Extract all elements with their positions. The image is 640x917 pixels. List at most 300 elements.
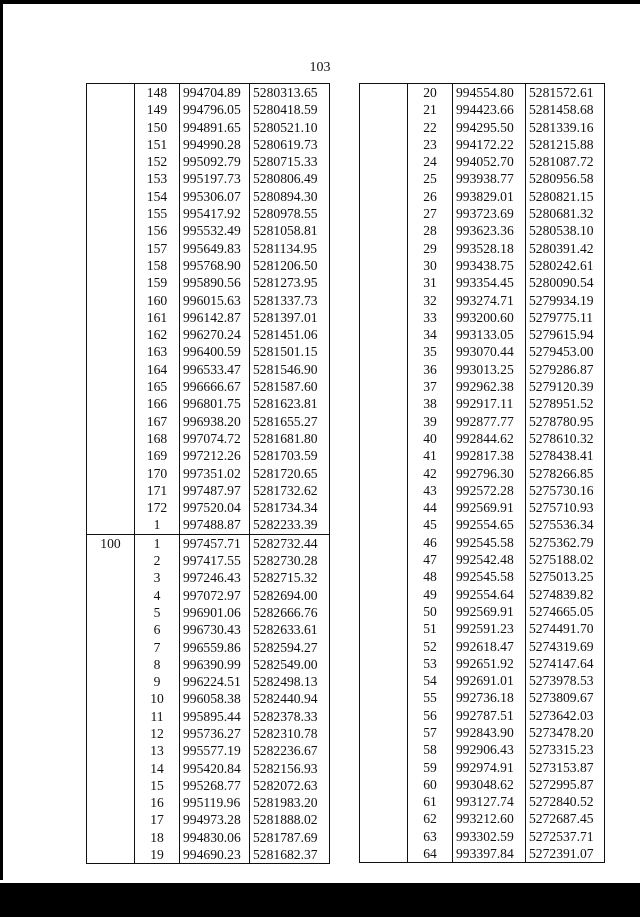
point-number-cell: 155 — [135, 205, 180, 222]
table-row — [360, 603, 605, 620]
point-number-cell: 167 — [135, 413, 180, 430]
zone-cell — [360, 707, 408, 724]
table-row — [360, 343, 605, 360]
x-coordinate-cell: 994295.50 — [453, 119, 526, 136]
y-coordinate-cell: 5281983.20 — [250, 794, 330, 811]
y-coordinate-cell: 5280090.54 — [526, 274, 605, 291]
y-coordinate-cell: 5275362.79 — [526, 534, 605, 551]
y-coordinate-cell: 5282440.94 — [250, 690, 330, 707]
y-coordinate-cell: 5279453.00 — [526, 343, 605, 360]
zone-cell — [360, 257, 408, 274]
zone-cell — [87, 673, 135, 690]
x-coordinate-cell: 995268.77 — [180, 777, 250, 794]
table-row — [360, 620, 605, 637]
table-row — [360, 413, 605, 430]
x-coordinate-cell: 996666.67 — [180, 378, 250, 395]
point-number-cell: 161 — [135, 309, 180, 326]
table-row — [87, 465, 330, 482]
x-coordinate-cell: 995119.96 — [180, 794, 250, 811]
x-coordinate-cell: 993723.69 — [453, 205, 526, 222]
x-coordinate-cell: 995890.56 — [180, 274, 250, 291]
zone-cell — [87, 413, 135, 430]
point-number-cell: 18 — [135, 829, 180, 846]
zone-cell — [360, 413, 408, 430]
y-coordinate-cell: 5281339.16 — [526, 119, 605, 136]
x-coordinate-cell: 995417.92 — [180, 205, 250, 222]
point-number-cell: 23 — [408, 136, 453, 153]
y-coordinate-cell: 5281215.88 — [526, 136, 605, 153]
y-coordinate-cell: 5274147.64 — [526, 655, 605, 672]
table-row — [87, 84, 330, 102]
page-number: 103 — [309, 60, 331, 75]
point-number-cell: 7 — [135, 639, 180, 656]
zone-cell — [360, 810, 408, 827]
y-coordinate-cell: 5274319.69 — [526, 638, 605, 655]
zone-cell — [87, 587, 135, 604]
table-row — [87, 516, 330, 534]
zone-cell: 100 — [87, 534, 135, 552]
y-coordinate-cell: 5279615.94 — [526, 326, 605, 343]
zone-cell — [360, 568, 408, 585]
x-coordinate-cell: 997520.04 — [180, 499, 250, 516]
x-coordinate-cell: 995895.44 — [180, 708, 250, 725]
zone-cell — [87, 552, 135, 569]
x-coordinate-cell: 993013.25 — [453, 361, 526, 378]
y-coordinate-cell: 5280538.10 — [526, 222, 605, 239]
table-row — [360, 326, 605, 343]
zone-cell — [87, 777, 135, 794]
y-coordinate-cell: 5273315.23 — [526, 741, 605, 758]
point-number-cell: 29 — [408, 240, 453, 257]
point-number-cell: 148 — [135, 84, 180, 102]
x-coordinate-cell: 992843.90 — [453, 724, 526, 741]
point-number-cell: 64 — [408, 845, 453, 863]
y-coordinate-cell: 5281655.27 — [250, 413, 330, 430]
point-number-cell: 22 — [408, 119, 453, 136]
x-coordinate-cell: 992542.48 — [453, 551, 526, 568]
point-number-cell: 32 — [408, 292, 453, 309]
y-coordinate-cell: 5282594.27 — [250, 639, 330, 656]
zone-cell — [360, 153, 408, 170]
x-coordinate-cell: 993829.01 — [453, 188, 526, 205]
point-number-cell: 37 — [408, 378, 453, 395]
x-coordinate-cell: 994830.06 — [180, 829, 250, 846]
point-number-cell: 61 — [408, 793, 453, 810]
y-coordinate-cell: 5275188.02 — [526, 551, 605, 568]
point-number-cell: 157 — [135, 240, 180, 257]
table-row — [360, 741, 605, 758]
zone-cell — [360, 603, 408, 620]
x-coordinate-cell: 996938.20 — [180, 413, 250, 430]
point-number-cell: 19 — [135, 846, 180, 864]
y-coordinate-cell: 5280681.32 — [526, 205, 605, 222]
y-coordinate-cell: 5281587.60 — [250, 378, 330, 395]
y-coordinate-cell: 5281734.34 — [250, 499, 330, 516]
x-coordinate-cell: 994690.23 — [180, 846, 250, 864]
x-coordinate-cell: 992554.65 — [453, 516, 526, 533]
point-number-cell: 149 — [135, 101, 180, 118]
y-coordinate-cell: 5278266.85 — [526, 465, 605, 482]
x-coordinate-cell: 996533.47 — [180, 361, 250, 378]
y-coordinate-cell: 5281501.15 — [250, 343, 330, 360]
zone-cell — [87, 274, 135, 291]
table-row — [360, 395, 605, 412]
x-coordinate-cell: 996270.24 — [180, 326, 250, 343]
table-row — [360, 499, 605, 516]
x-coordinate-cell: 997417.55 — [180, 552, 250, 569]
zone-cell — [360, 586, 408, 603]
table-row — [360, 551, 605, 568]
point-number-cell: 3 — [135, 569, 180, 586]
y-coordinate-cell: 5273978.53 — [526, 672, 605, 689]
y-coordinate-cell: 5282666.76 — [250, 604, 330, 621]
table-row — [360, 309, 605, 326]
zone-cell — [360, 84, 408, 102]
x-coordinate-cell: 994891.65 — [180, 119, 250, 136]
point-number-cell: 158 — [135, 257, 180, 274]
zone-cell — [360, 516, 408, 533]
zone-cell — [87, 222, 135, 239]
x-coordinate-cell: 992691.01 — [453, 672, 526, 689]
table-row — [87, 708, 330, 725]
table-row — [360, 482, 605, 499]
point-number-cell: 2 — [135, 552, 180, 569]
x-coordinate-cell: 992545.58 — [453, 568, 526, 585]
zone-cell — [87, 516, 135, 534]
point-number-cell: 1 — [135, 534, 180, 552]
x-coordinate-cell: 992591.23 — [453, 620, 526, 637]
point-number-cell: 21 — [408, 101, 453, 118]
point-number-cell: 159 — [135, 274, 180, 291]
coordinates-table-left — [86, 83, 330, 864]
zone-cell — [360, 655, 408, 672]
point-number-cell: 31 — [408, 274, 453, 291]
y-coordinate-cell: 5281572.61 — [526, 84, 605, 102]
point-number-cell: 62 — [408, 810, 453, 827]
coordinates-table-left-body — [87, 84, 330, 864]
table-row — [360, 672, 605, 689]
point-number-cell: 151 — [135, 136, 180, 153]
point-number-cell: 1 — [135, 516, 180, 534]
zone-cell — [87, 119, 135, 136]
point-number-cell: 40 — [408, 430, 453, 447]
zone-cell — [87, 499, 135, 516]
y-coordinate-cell: 5280715.33 — [250, 153, 330, 170]
table-row — [87, 725, 330, 742]
x-coordinate-cell: 992962.38 — [453, 378, 526, 395]
x-coordinate-cell: 992917.11 — [453, 395, 526, 412]
scan-left-edge — [0, 0, 3, 880]
point-number-cell: 56 — [408, 707, 453, 724]
zone-cell — [360, 292, 408, 309]
y-coordinate-cell: 5279775.11 — [526, 309, 605, 326]
zone-cell — [360, 430, 408, 447]
point-number-cell: 26 — [408, 188, 453, 205]
zone-cell — [87, 708, 135, 725]
point-number-cell: 8 — [135, 656, 180, 673]
x-coordinate-cell: 996015.63 — [180, 292, 250, 309]
x-coordinate-cell: 995306.07 — [180, 188, 250, 205]
x-coordinate-cell: 993048.62 — [453, 776, 526, 793]
zone-cell — [360, 447, 408, 464]
table-row — [87, 170, 330, 187]
table-row — [87, 222, 330, 239]
y-coordinate-cell: 5280894.30 — [250, 188, 330, 205]
table-row — [360, 759, 605, 776]
zone-cell — [360, 689, 408, 706]
table-row — [360, 84, 605, 102]
zone-cell — [360, 326, 408, 343]
table-row — [87, 794, 330, 811]
y-coordinate-cell: 5273809.67 — [526, 689, 605, 706]
table-row — [87, 309, 330, 326]
zone-cell — [360, 274, 408, 291]
table-row — [360, 689, 605, 706]
table-row — [360, 776, 605, 793]
point-number-cell: 43 — [408, 482, 453, 499]
table-row — [87, 413, 330, 430]
point-number-cell: 14 — [135, 760, 180, 777]
y-coordinate-cell: 5280956.58 — [526, 170, 605, 187]
point-number-cell: 10 — [135, 690, 180, 707]
point-number-cell: 54 — [408, 672, 453, 689]
table-row — [87, 482, 330, 499]
table-row — [87, 361, 330, 378]
point-number-cell: 36 — [408, 361, 453, 378]
point-number-cell: 49 — [408, 586, 453, 603]
y-coordinate-cell: 5272840.52 — [526, 793, 605, 810]
point-number-cell: 30 — [408, 257, 453, 274]
point-number-cell: 33 — [408, 309, 453, 326]
table-row — [87, 690, 330, 707]
zone-cell — [87, 170, 135, 187]
zone-cell — [87, 257, 135, 274]
y-coordinate-cell: 5281087.72 — [526, 153, 605, 170]
zone-cell — [360, 638, 408, 655]
table-row — [360, 188, 605, 205]
point-number-cell: 39 — [408, 413, 453, 430]
coordinates-table-right — [359, 83, 605, 863]
x-coordinate-cell: 996400.59 — [180, 343, 250, 360]
x-coordinate-cell: 994172.22 — [453, 136, 526, 153]
y-coordinate-cell: 5280418.59 — [250, 101, 330, 118]
zone-cell — [87, 378, 135, 395]
y-coordinate-cell: 5278780.95 — [526, 413, 605, 430]
zone-cell — [360, 793, 408, 810]
x-coordinate-cell: 993938.77 — [453, 170, 526, 187]
point-number-cell: 17 — [135, 811, 180, 828]
x-coordinate-cell: 993200.60 — [453, 309, 526, 326]
point-number-cell: 156 — [135, 222, 180, 239]
point-number-cell: 58 — [408, 741, 453, 758]
point-number-cell: 163 — [135, 343, 180, 360]
zone-cell — [87, 240, 135, 257]
table-row — [87, 119, 330, 136]
y-coordinate-cell: 5272391.07 — [526, 845, 605, 863]
point-number-cell: 5 — [135, 604, 180, 621]
zone-cell — [360, 620, 408, 637]
y-coordinate-cell: 5273642.03 — [526, 707, 605, 724]
x-coordinate-cell: 993528.18 — [453, 240, 526, 257]
zone-cell — [87, 621, 135, 638]
x-coordinate-cell: 995768.90 — [180, 257, 250, 274]
point-number-cell: 59 — [408, 759, 453, 776]
point-number-cell: 172 — [135, 499, 180, 516]
zone-cell — [87, 188, 135, 205]
zone-cell — [360, 170, 408, 187]
x-coordinate-cell: 996142.87 — [180, 309, 250, 326]
x-coordinate-cell: 992736.18 — [453, 689, 526, 706]
y-coordinate-cell: 5282236.67 — [250, 742, 330, 759]
zone-cell — [360, 828, 408, 845]
table-row — [360, 170, 605, 187]
table-row — [360, 257, 605, 274]
point-number-cell: 52 — [408, 638, 453, 655]
y-coordinate-cell: 5273153.87 — [526, 759, 605, 776]
table-row — [87, 569, 330, 586]
y-coordinate-cell: 5281058.81 — [250, 222, 330, 239]
table-row — [87, 343, 330, 360]
point-number-cell: 35 — [408, 343, 453, 360]
table-row — [87, 604, 330, 621]
y-coordinate-cell: 5280821.15 — [526, 188, 605, 205]
y-coordinate-cell: 5272687.45 — [526, 810, 605, 827]
table-row — [360, 793, 605, 810]
point-number-cell: 166 — [135, 395, 180, 412]
y-coordinate-cell: 5281732.62 — [250, 482, 330, 499]
x-coordinate-cell: 992618.47 — [453, 638, 526, 655]
y-coordinate-cell: 5282715.32 — [250, 569, 330, 586]
y-coordinate-cell: 5282498.13 — [250, 673, 330, 690]
y-coordinate-cell: 5282549.00 — [250, 656, 330, 673]
zone-cell — [360, 551, 408, 568]
point-number-cell: 154 — [135, 188, 180, 205]
x-coordinate-cell: 993438.75 — [453, 257, 526, 274]
point-number-cell: 152 — [135, 153, 180, 170]
zone-cell — [360, 724, 408, 741]
zone-cell — [360, 240, 408, 257]
x-coordinate-cell: 993133.05 — [453, 326, 526, 343]
x-coordinate-cell: 997488.87 — [180, 516, 250, 534]
y-coordinate-cell: 5281703.59 — [250, 447, 330, 464]
y-coordinate-cell: 5273478.20 — [526, 724, 605, 741]
x-coordinate-cell: 995532.49 — [180, 222, 250, 239]
y-coordinate-cell: 5282378.33 — [250, 708, 330, 725]
zone-cell — [87, 430, 135, 447]
x-coordinate-cell: 995197.73 — [180, 170, 250, 187]
point-number-cell: 25 — [408, 170, 453, 187]
zone-cell — [360, 672, 408, 689]
table-row — [360, 378, 605, 395]
y-coordinate-cell: 5272537.71 — [526, 828, 605, 845]
table-row — [87, 760, 330, 777]
table-row — [87, 240, 330, 257]
table-row — [87, 621, 330, 638]
table-row — [360, 586, 605, 603]
y-coordinate-cell: 5282310.78 — [250, 725, 330, 742]
y-coordinate-cell: 5274665.05 — [526, 603, 605, 620]
y-coordinate-cell: 5282156.93 — [250, 760, 330, 777]
zone-cell — [360, 759, 408, 776]
x-coordinate-cell: 996224.51 — [180, 673, 250, 690]
y-coordinate-cell: 5281273.95 — [250, 274, 330, 291]
zone-cell — [87, 447, 135, 464]
table-row — [360, 534, 605, 551]
x-coordinate-cell: 997246.43 — [180, 569, 250, 586]
zone-cell — [87, 794, 135, 811]
zone-cell — [87, 569, 135, 586]
zone-cell — [360, 378, 408, 395]
table-row — [87, 499, 330, 516]
y-coordinate-cell: 5274491.70 — [526, 620, 605, 637]
x-coordinate-cell: 995649.83 — [180, 240, 250, 257]
x-coordinate-cell: 995420.84 — [180, 760, 250, 777]
zone-cell — [360, 482, 408, 499]
table-row — [87, 811, 330, 828]
zone-cell — [360, 534, 408, 551]
table-row — [360, 655, 605, 672]
y-coordinate-cell: 5280521.10 — [250, 119, 330, 136]
x-coordinate-cell: 993070.44 — [453, 343, 526, 360]
x-coordinate-cell: 997487.97 — [180, 482, 250, 499]
zone-cell — [87, 309, 135, 326]
y-coordinate-cell: 5282072.63 — [250, 777, 330, 794]
point-number-cell: 160 — [135, 292, 180, 309]
x-coordinate-cell: 992651.92 — [453, 655, 526, 672]
y-coordinate-cell: 5281681.80 — [250, 430, 330, 447]
zone-cell — [360, 465, 408, 482]
zone-cell — [87, 361, 135, 378]
x-coordinate-cell: 995736.27 — [180, 725, 250, 742]
zone-cell — [360, 188, 408, 205]
y-coordinate-cell: 5281337.73 — [250, 292, 330, 309]
x-coordinate-cell: 997351.02 — [180, 465, 250, 482]
y-coordinate-cell: 5281134.95 — [250, 240, 330, 257]
table-row — [87, 587, 330, 604]
zone-cell — [360, 119, 408, 136]
y-coordinate-cell: 5281682.37 — [250, 846, 330, 864]
x-coordinate-cell: 992569.91 — [453, 603, 526, 620]
scan-top-edge — [0, 0, 640, 4]
table-row — [87, 395, 330, 412]
zone-cell — [87, 846, 135, 864]
zone-cell — [87, 101, 135, 118]
zone-cell — [87, 465, 135, 482]
point-number-cell: 44 — [408, 499, 453, 516]
table-row — [360, 153, 605, 170]
y-coordinate-cell: 5279934.19 — [526, 292, 605, 309]
coordinates-table-right-body — [360, 84, 605, 863]
table-row — [87, 846, 330, 864]
zone-cell — [87, 639, 135, 656]
y-coordinate-cell: 5280242.61 — [526, 257, 605, 274]
y-coordinate-cell: 5275730.16 — [526, 482, 605, 499]
x-coordinate-cell: 995092.79 — [180, 153, 250, 170]
y-coordinate-cell: 5282730.28 — [250, 552, 330, 569]
y-coordinate-cell: 5280806.49 — [250, 170, 330, 187]
table-row — [360, 845, 605, 863]
x-coordinate-cell: 992817.38 — [453, 447, 526, 464]
point-number-cell: 15 — [135, 777, 180, 794]
table-row — [87, 153, 330, 170]
x-coordinate-cell: 994704.89 — [180, 84, 250, 102]
x-coordinate-cell: 993127.74 — [453, 793, 526, 810]
zone-cell — [87, 343, 135, 360]
y-coordinate-cell: 5282732.44 — [250, 534, 330, 552]
point-number-cell: 45 — [408, 516, 453, 533]
x-coordinate-cell: 994990.28 — [180, 136, 250, 153]
y-coordinate-cell: 5281458.68 — [526, 101, 605, 118]
